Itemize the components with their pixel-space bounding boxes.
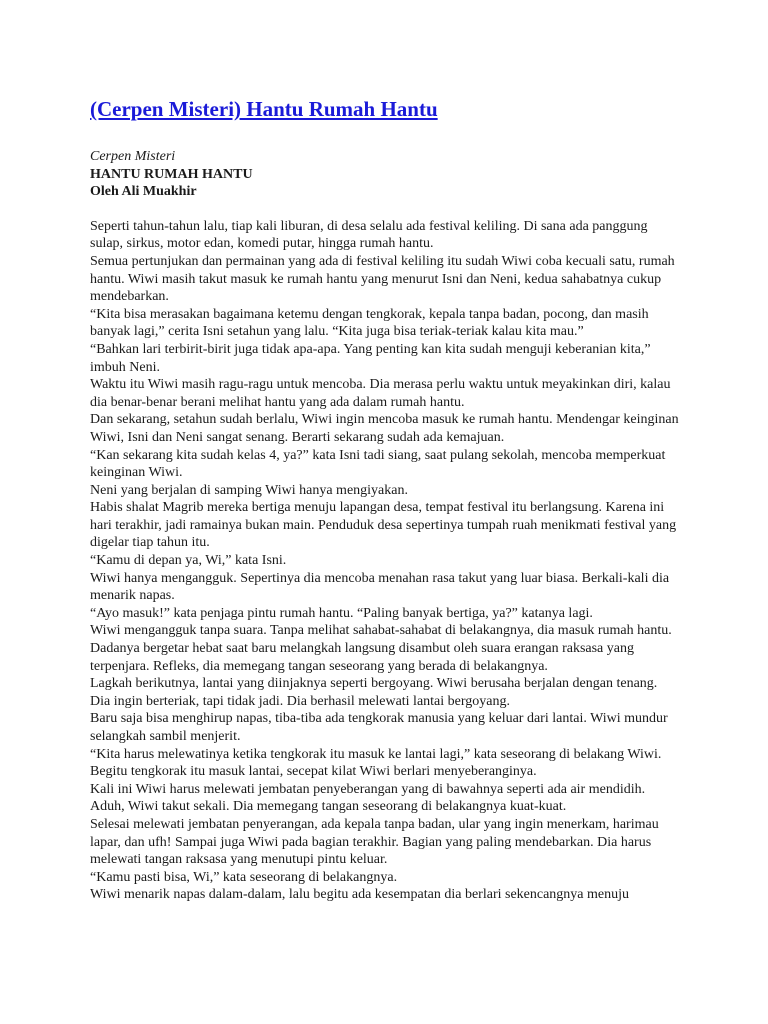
story-paragraph: Semua pertunjukan dan permainan yang ada di festival keliling itu sudah Wiwi coba kecuali satu, rumah hantu. Wiwi masih takut masuk ke rumah hantu yang menurut Isni dan Neni, kedua sahabatnya cukup mendebarkan. — [90, 253, 675, 305]
story-paragraph: “Bahkan lari terbirit-birit juga tidak apa-apa. Yang penting kan kita sudah menguji keberanian kita,” imbuh Neni. — [90, 341, 651, 375]
story-paragraph: Selesai melewati jembatan penyerangan, ada kepala tanpa badan, ular yang ingin menerkam, harimau lapar, dan ufh! Sampai juga Wiwi pada bagian terakhir. Bagian yang paling mendebarkan. Dia harus melewati tangan raksasa yang menutupi pintu keluar. — [90, 816, 659, 868]
story-paragraph: Kali ini Wiwi harus melewati jembatan penyeberangan yang di bawahnya seperti ada air mendidih. Aduh, Wiwi takut sekali. Dia memegang tangan seseorang di belakangnya kuat-kuat. — [90, 781, 646, 815]
story-paragraph: Waktu itu Wiwi masih ragu-ragu untuk mencoba. Dia merasa perlu waktu untuk meyakinkan diri, kalau dia benar-benar berani melihat hantu yang ada dalam rumah hantu. — [90, 377, 671, 410]
story-paragraph: Wiwi hanya mengangguk. Sepertinya dia mencoba menahan rasa takut yang luar biasa. Berkali-kali dia menarik napas. — [90, 570, 670, 604]
story-body — [90, 218, 680, 904]
story-paragraph: Habis shalat Magrib mereka bertiga menuju lapangan desa, tempat festival itu berlangsung. Karena ini hari terakhir, jadi ramainya bukan main. Penduduk desa sepertinya tumpah ruah menikmati festival yang digelar tiap tahun itu. — [90, 500, 677, 551]
story-paragraph: “Kita bisa merasakan bagaimana ketemu dengan tengkorak, kepala tanpa badan, pocong, dan masih banyak lagi,” cerita Isni setahun yang lalu. “Kita juga bisa teriak-teriak kalau kita mau.” — [90, 306, 649, 340]
story-paragraph: Lagkah berikutnya, lantai yang diinjaknya seperti bergoyang. Wiwi berusaha berjalan dengan tenang. Dia ingin berteriak, tapi tidak jadi. Dia berhasil melewati lantai bergoyang. — [90, 676, 658, 709]
story-paragraph: “Ayo masuk!” kata penjaga pintu rumah hantu. “Paling banyak bertiga, ya?” katanya lagi. — [90, 605, 593, 621]
story-meta — [90, 148, 680, 201]
story-paragraph: Dan sekarang, setahun sudah berlalu, Wiwi ingin mencoba masuk ke rumah hantu. Mendengar keinginan Wiwi, Isni dan Neni sangat senang. Berarti sekarang sudah ada kemajuan. — [90, 412, 679, 445]
story-paragraph: Baru saja bisa menghirup napas, tiba-tiba ada tengkorak manusia yang keluar dari lantai. Wiwi mundur selangkah sambil menjerit. — [90, 711, 668, 744]
story-category: Cerpen Misteri — [90, 149, 176, 164]
story-paragraph: “Kamu di depan ya, Wi,” kata Isni. — [90, 553, 287, 569]
post-title-link[interactable]: (Cerpen Misteri) Hantu Rumah Hantu — [90, 97, 438, 121]
story-paragraph: “Kita harus melewatinya ketika tengkorak itu masuk ke lantai lagi,” kata seseorang di belakang Wiwi. — [90, 746, 662, 762]
story-author: Oleh Ali Muakhir — [90, 184, 197, 200]
story-paragraph: Neni yang berjalan di samping Wiwi hanya mengiyakan. — [90, 482, 408, 498]
story-paragraph: Wiwi menarik napas dalam-dalam, lalu begitu ada kesempatan dia berlari sekencangnya menuju — [90, 887, 630, 903]
story-paragraph: “Kan sekarang kita sudah kelas 4, ya?” kata Isni tadi siang, saat pulang sekolah, mencoba memperkuat keinginan Wiwi. — [90, 447, 666, 481]
story-paragraph: “Kamu pasti bisa, Wi,” kata seseorang di belakangnya. — [90, 869, 398, 885]
story-paragraph: Begitu tengkorak itu masuk lantai, secepat kilat Wiwi berlari menyeberanginya. — [90, 764, 537, 780]
story-paragraph: Wiwi mengangguk tanpa suara. Tanpa melihat sahabat-sahabat di belakangnya, dia masuk rumah hantu. Dadanya bergetar hebat saat baru melangkah langsung disambut oleh suara erangan raksasa yang terpenjara. Refleks, dia memegang tangan seseorang yang berada di belakangnya. — [90, 623, 672, 674]
story-paragraph: Seperti tahun-tahun lalu, tiap kali liburan, di desa selalu ada festival keliling. Di sana ada panggung sulap, sirkus, motor edan, komedi putar, hingga rumah hantu. — [90, 218, 648, 252]
story-heading: HANTU RUMAH HANTU — [90, 166, 253, 182]
document-page — [90, 96, 680, 904]
